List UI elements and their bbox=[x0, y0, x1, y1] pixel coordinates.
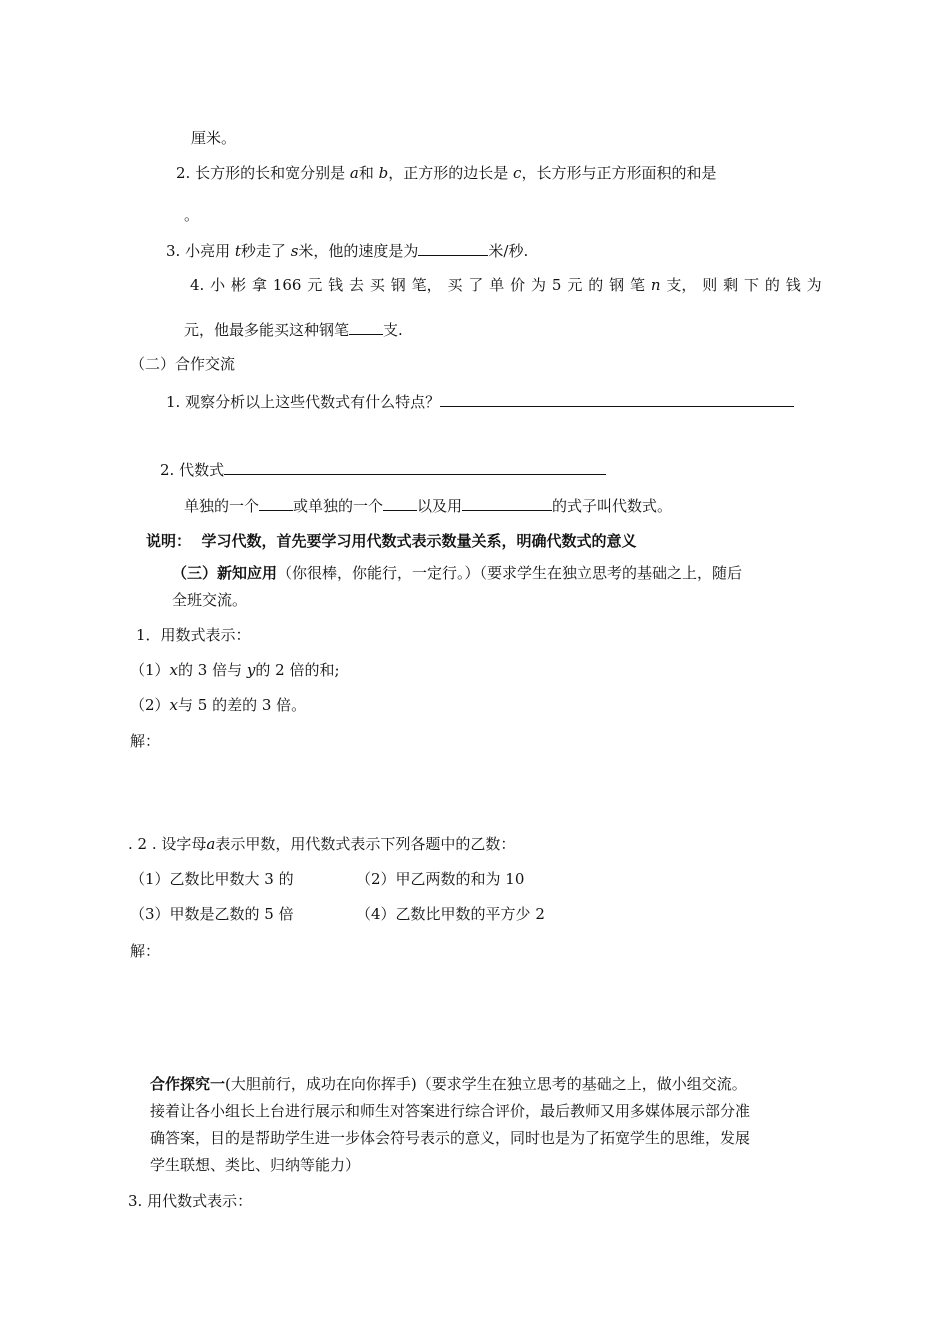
section-3-title: （三）新知应用（你很棒，你能行，一定行。）（要求学生在独立思考的基础之上，随后 bbox=[172, 564, 743, 582]
section-2-q2: 2. 代数式 bbox=[160, 458, 606, 481]
blank bbox=[349, 318, 383, 335]
q4-word: 5 bbox=[551, 276, 562, 294]
q4-word: 元 bbox=[567, 276, 583, 294]
section-3-line-2: 全班交流。 bbox=[172, 591, 248, 609]
q4-word: 去 bbox=[349, 276, 365, 294]
exercise-2-item-3: （3）甲数是乙数的 5 倍 bbox=[130, 905, 294, 923]
q4-word: 拿 bbox=[251, 276, 267, 294]
exercise-1-part-2: （2）x与 5 的差的 3 倍。 bbox=[130, 696, 307, 714]
q4-word: 笔 bbox=[629, 276, 645, 294]
exercise-2-item-1: （1）乙数比甲数大 3 的 bbox=[130, 870, 294, 888]
q4-word: 买 bbox=[369, 276, 385, 294]
coop-line-4: 学生联想、类比、归纳等能力） bbox=[150, 1156, 361, 1174]
q4-word: 钢 bbox=[609, 276, 625, 294]
q4-word: 了 bbox=[468, 276, 484, 294]
blank bbox=[224, 458, 606, 475]
q4-word: 钱 bbox=[328, 276, 344, 294]
exercise-1-title: 1．用数式表示： bbox=[136, 626, 251, 644]
blank bbox=[259, 494, 293, 511]
question-3: 3. 小亮用 t秒走了 s米，他的速度是为 米/秒. bbox=[166, 239, 528, 262]
exercise-2-item-4: （4）乙数比甲数的平方少 2 bbox=[356, 905, 545, 923]
q4-word: 下 bbox=[743, 276, 759, 294]
section-2-title: （二）合作交流 bbox=[130, 355, 236, 373]
solution-label: 解： bbox=[130, 942, 161, 960]
blank bbox=[440, 390, 794, 407]
q4-word: 笔， bbox=[411, 276, 442, 294]
question-4-line-2: 元，他最多能买这种钢笔 支. bbox=[184, 318, 403, 341]
blank bbox=[462, 494, 552, 511]
coop-line-1: 合作探究一(大胆前行，成功在向你挥手)（要求学生在独立思考的基础之上，做小组交流。 bbox=[150, 1075, 747, 1093]
coop-line-2: 接着让各小组长上台进行展示和师生对答案进行综合评价，最后教师又用多媒体展示部分准 bbox=[150, 1102, 751, 1120]
q4-word: 的 bbox=[588, 276, 604, 294]
q1-tail: 厘米。 bbox=[191, 129, 237, 147]
q4-word: 4. bbox=[190, 276, 205, 294]
q4-word: 166 bbox=[272, 276, 302, 294]
blank bbox=[418, 239, 488, 256]
q4-word: 的 bbox=[764, 276, 780, 294]
q4-word: 为 bbox=[531, 276, 547, 294]
q4-word: 剩 bbox=[723, 276, 739, 294]
question-2: 2. 长方形的长和宽分别是 a和 b，正方形的边长是 c，长方形与正方形面积的和是 bbox=[176, 164, 717, 182]
q4-word: 支， bbox=[666, 276, 697, 294]
q4-word: 则 bbox=[702, 276, 718, 294]
exercise-1-part-1: （1）x的 3 倍与 y的 2 倍的和; bbox=[130, 661, 340, 679]
q4-word: 彬 bbox=[231, 276, 247, 294]
q4-word: 元 bbox=[307, 276, 323, 294]
question-4-line-1 bbox=[190, 274, 822, 296]
blank bbox=[383, 494, 417, 511]
question-2-tail: 。 bbox=[184, 206, 200, 224]
exercise-2-item-2: （2）甲乙两数的和为 10 bbox=[356, 870, 525, 888]
solution-label: 解： bbox=[130, 732, 161, 750]
q4-word: 单 bbox=[489, 276, 505, 294]
q4-word: 价 bbox=[510, 276, 526, 294]
q4-word: 小 bbox=[210, 276, 226, 294]
exercise-2-title: . 2 . 设字母a表示甲数，用代数式表示下列各题中的乙数： bbox=[128, 835, 516, 853]
q4-word: 买 bbox=[447, 276, 463, 294]
coop-line-3: 确答案，目的是帮助学生进一步体会符号表示的意义，同时也是为了拓宽学生的思维，发展 bbox=[150, 1129, 751, 1147]
definition-line: 单独的一个 或单独的一个 以及用 的式子叫代数式。 bbox=[184, 494, 672, 517]
section-2-q1: 1. 观察分析以上这些代数式有什么特点？ bbox=[166, 390, 794, 413]
note: 说明： 学习代数，首先要学习用代数式表示数量关系，明确代数式的意义 bbox=[146, 532, 637, 550]
q4-word: n bbox=[650, 276, 661, 294]
q4-word: 为 bbox=[806, 276, 822, 294]
exercise-3-title: 3. 用代数式表示： bbox=[128, 1192, 253, 1210]
q4-word: 钱 bbox=[785, 276, 801, 294]
q4-word: 钢 bbox=[390, 276, 406, 294]
